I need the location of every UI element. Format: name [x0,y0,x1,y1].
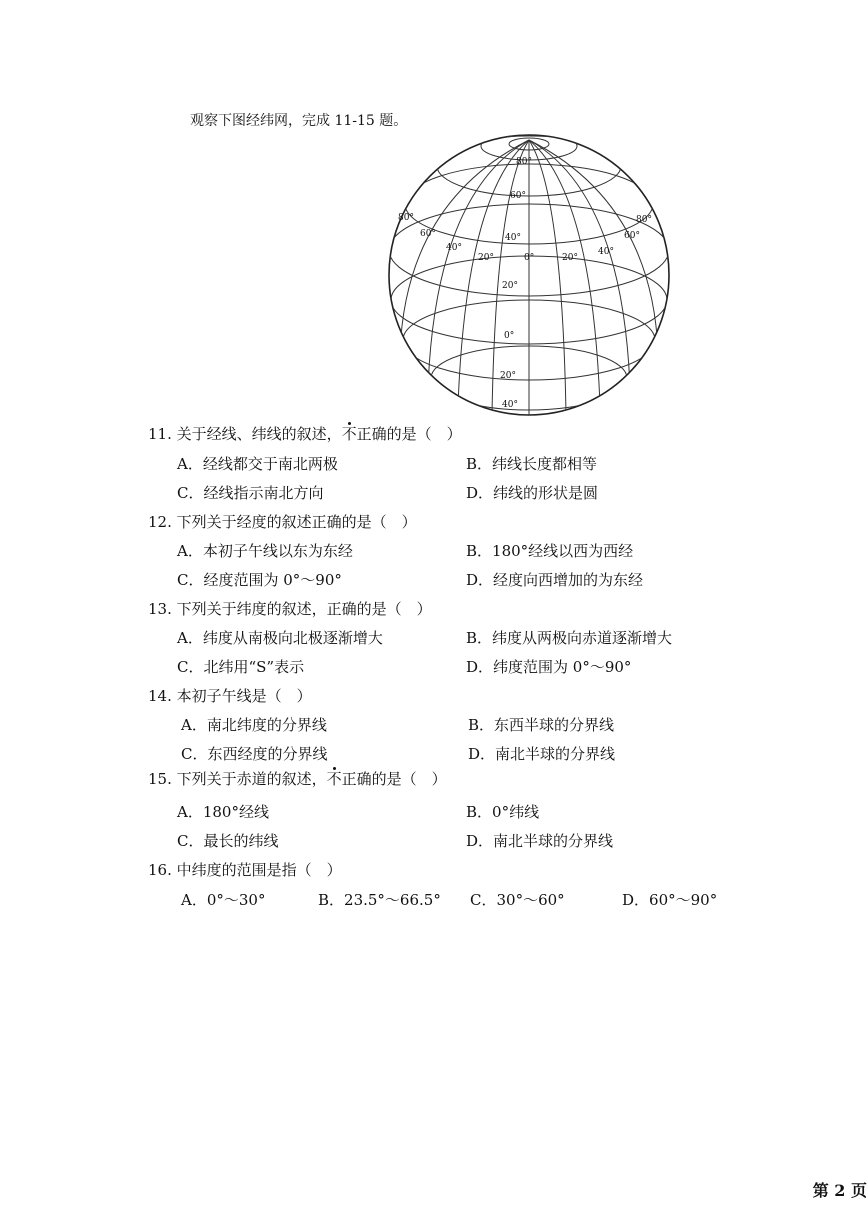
question-16 [148,859,342,880]
option-c[interactable]: C．东西经度的分界线 [181,745,328,763]
option-d[interactable]: D．纬线的形状是圆 [466,484,599,502]
option-d[interactable]: D．经度向西增加的为东经 [466,571,644,589]
question-14 [148,685,312,706]
svg-text:80°: 80° [636,215,652,225]
option-c[interactable]: C．30°～60° [470,891,565,909]
question-stem: 下列关于赤道的叙述， [176,770,327,788]
question-stem: 下列关于纬度的叙述，正确的是（ ） [176,600,432,618]
emphasis-mark: 不 [326,770,342,788]
svg-text:20°: 20° [500,371,516,381]
option-b[interactable]: B．纬线长度都相等 [466,455,598,473]
svg-text:60°: 60° [510,191,526,201]
option-a[interactable]: A．经线都交于南北两极 [177,455,338,473]
question-number: 15. [148,770,172,788]
option-b[interactable]: B．东西半球的分界线 [468,716,615,734]
svg-text:40°: 40° [598,247,614,257]
option-d[interactable]: D．60°～90° [622,891,718,909]
option-c[interactable]: C．北纬用“S”表示 [177,658,305,676]
svg-text:40°: 40° [502,400,518,410]
question-stem-end: 正确的是（ ） [356,425,462,443]
question-12 [148,511,417,532]
svg-text:20°: 20° [478,253,494,263]
option-a[interactable]: A．0°～30° [181,891,266,909]
question-number: 16. [148,861,172,879]
option-c[interactable]: C．经线指示南北方向 [177,484,324,502]
question-stem: 关于经线、纬线的叙述， [176,425,342,443]
option-b[interactable]: B．23.5°～66.5° [318,891,441,909]
svg-text:60°: 60° [420,229,436,239]
option-a[interactable]: A．本初子午线以东为东经 [177,542,353,560]
option-b[interactable]: B．180°经线以西为西经 [466,542,634,560]
option-b[interactable]: B．纬度从两极向赤道逐渐增大 [466,629,673,647]
option-d[interactable]: D．南北半球的分界线 [466,832,614,850]
question-15 [148,768,447,789]
question-number: 11. [148,425,172,443]
option-c[interactable]: C．最长的纬线 [177,832,279,850]
question-stem: 下列关于经度的叙述正确的是（ ） [176,513,417,531]
question-13 [148,598,432,619]
option-d[interactable]: D．南北半球的分界线 [468,745,616,763]
question-number: 14. [148,687,172,705]
question-stem-end: 正确的是（ ） [341,770,447,788]
option-a[interactable]: A．180°经线 [177,803,269,821]
question-number: 12. [148,513,172,531]
svg-text:60°: 60° [624,231,640,241]
svg-text:20°: 20° [562,253,578,263]
option-b[interactable]: B．0°纬线 [466,803,540,821]
option-a[interactable]: A．纬度从南极向北极逐渐增大 [177,629,383,647]
globe-graticule-figure [386,132,672,418]
question-stem: 本初子午线是（ ） [176,687,312,705]
page-number: 第 2 页 [812,1181,867,1200]
option-d[interactable]: D．纬度范围为 0°～90° [466,658,632,676]
svg-text:80°: 80° [516,157,532,167]
svg-text:0°: 0° [524,253,535,263]
svg-text:40°: 40° [446,243,462,253]
svg-text:40°: 40° [505,233,521,243]
option-a[interactable]: A．南北纬度的分界线 [181,716,327,734]
question-stem: 中纬度的范围是指（ ） [176,861,342,879]
intro-text: 观察下图经纬网，完成 11-15 题。 [190,113,408,129]
svg-text:80°: 80° [398,213,414,223]
emphasis-mark: 不 [341,425,357,443]
svg-text:0°: 0° [504,331,515,341]
option-c[interactable]: C．经度范围为 0°～90° [177,571,342,589]
question-11 [148,423,462,444]
question-number: 13. [148,600,172,618]
svg-text:20°: 20° [502,281,518,291]
